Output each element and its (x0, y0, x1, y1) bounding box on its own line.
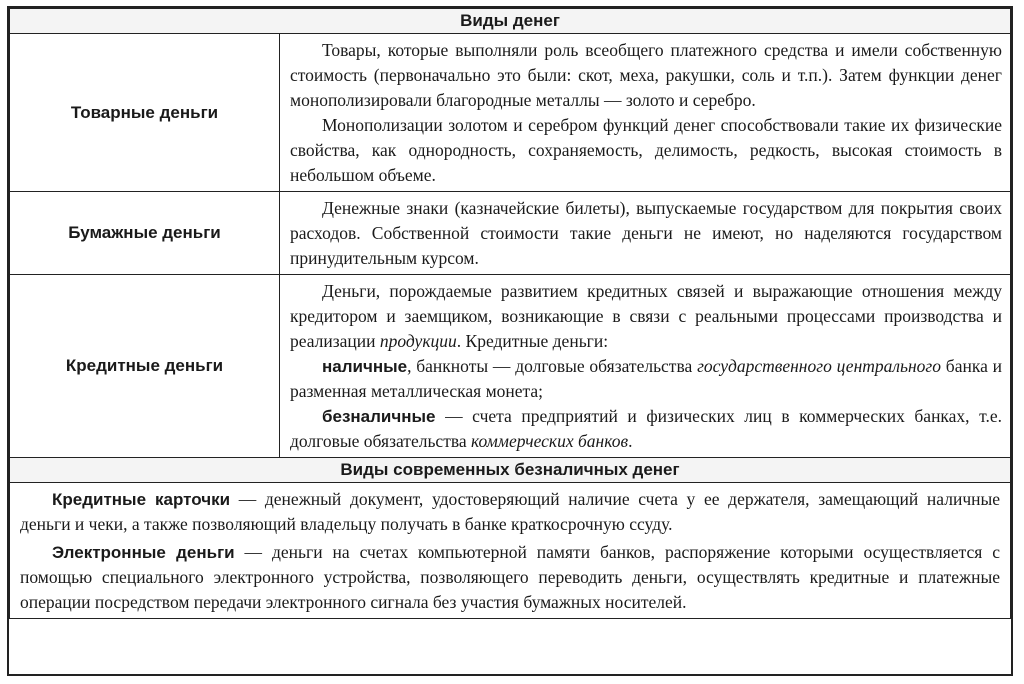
term-paper-money: Бумажные деньги (10, 192, 280, 275)
term-commodity-money: Товарные деньги (10, 34, 280, 192)
desc-commodity-money (280, 34, 1011, 192)
desc-paragraph-cash (290, 354, 1002, 404)
desc-paragraph: Монополизации золотом и серебром функций денег способствовали такие их физические свойства, как однородность, сохраняемость, делимость, редкость, высокая стоимость в небольшом объеме. (290, 115, 1002, 185)
text-run: — счета предприятий и физических лиц в коммерческих банках, т.е. долговые обязательства (290, 406, 1002, 451)
text-run: . Кредитные деньги: (456, 331, 609, 351)
text-run: , банкноты — долговые обязательства (407, 356, 698, 376)
desc-paragraph-emoney (20, 540, 1000, 615)
bold-term-credit-cards: Кредитные карточки (52, 490, 231, 509)
table-row-modern (10, 483, 1011, 619)
italic-run: коммерческих банков (471, 431, 629, 451)
italic-run: государственного центрального (697, 356, 941, 376)
section-title-modern: Виды современных безналичных денег (10, 458, 1011, 483)
desc-modern-money (10, 483, 1011, 619)
desc-credit-money (280, 275, 1011, 458)
desc-paper-money (280, 192, 1011, 275)
money-types-table (7, 6, 1013, 676)
desc-paragraph (290, 279, 1002, 354)
desc-paragraph: Денежные знаки (казначейские билеты), выпускаемые государством для покрытия своих расходов. Собственной стоимости такие деньги не имеют, но наделяются государством принудительным курсом. (290, 198, 1002, 268)
bold-term-electronic-money: Электронные деньги (52, 543, 235, 562)
table-row-commodity (10, 34, 1011, 192)
text-run: Деньги, порождаемые развитием кредитных связей и выражающие отношения между кредитором и заемщиком, возникающие в связи с реальными процессами производства и реализации (290, 281, 1002, 351)
text-run: — денежный документ, удостоверяющий наличие счета у ее держателя, замещающий наличные деньги и чеки, а также позволяющий владельцу получать в банке краткосрочную ссуду. (20, 489, 1001, 534)
text-run: — деньги на счетах компьютерной памяти банков, распоряжение которыми осуществляется с помощью специального электронного устройства, позволяющего переводить деньги, осуществлять кредитные и платежные операции посредством передачи электронного сигнала без участия бумажных носителей. (20, 542, 1001, 612)
table-row-credit (10, 275, 1011, 458)
desc-paragraph-noncash (290, 404, 1002, 454)
desc-paragraph: Товары, которые выполняли роль всеобщего платежного средства и имели собственную стоимость (первоначально это были: скот, меха, ракушки, соль и т.п.). Затем функции денег монополизировали благородные металлы — золото и серебро. (290, 40, 1002, 110)
text-run: банка и разменная металлическая монета; (290, 356, 1002, 401)
italic-run: продукции (379, 331, 457, 351)
money-types-grid (9, 8, 1011, 619)
bold-term-cash: наличные (322, 357, 408, 376)
bold-term-noncash: безналичные (322, 407, 436, 426)
table-row-paper (10, 192, 1011, 275)
text-run: . (628, 431, 633, 451)
term-credit-money: Кредитные деньги (10, 275, 280, 458)
table-title: Виды денег (10, 9, 1011, 34)
desc-paragraph-cards (20, 487, 1000, 537)
